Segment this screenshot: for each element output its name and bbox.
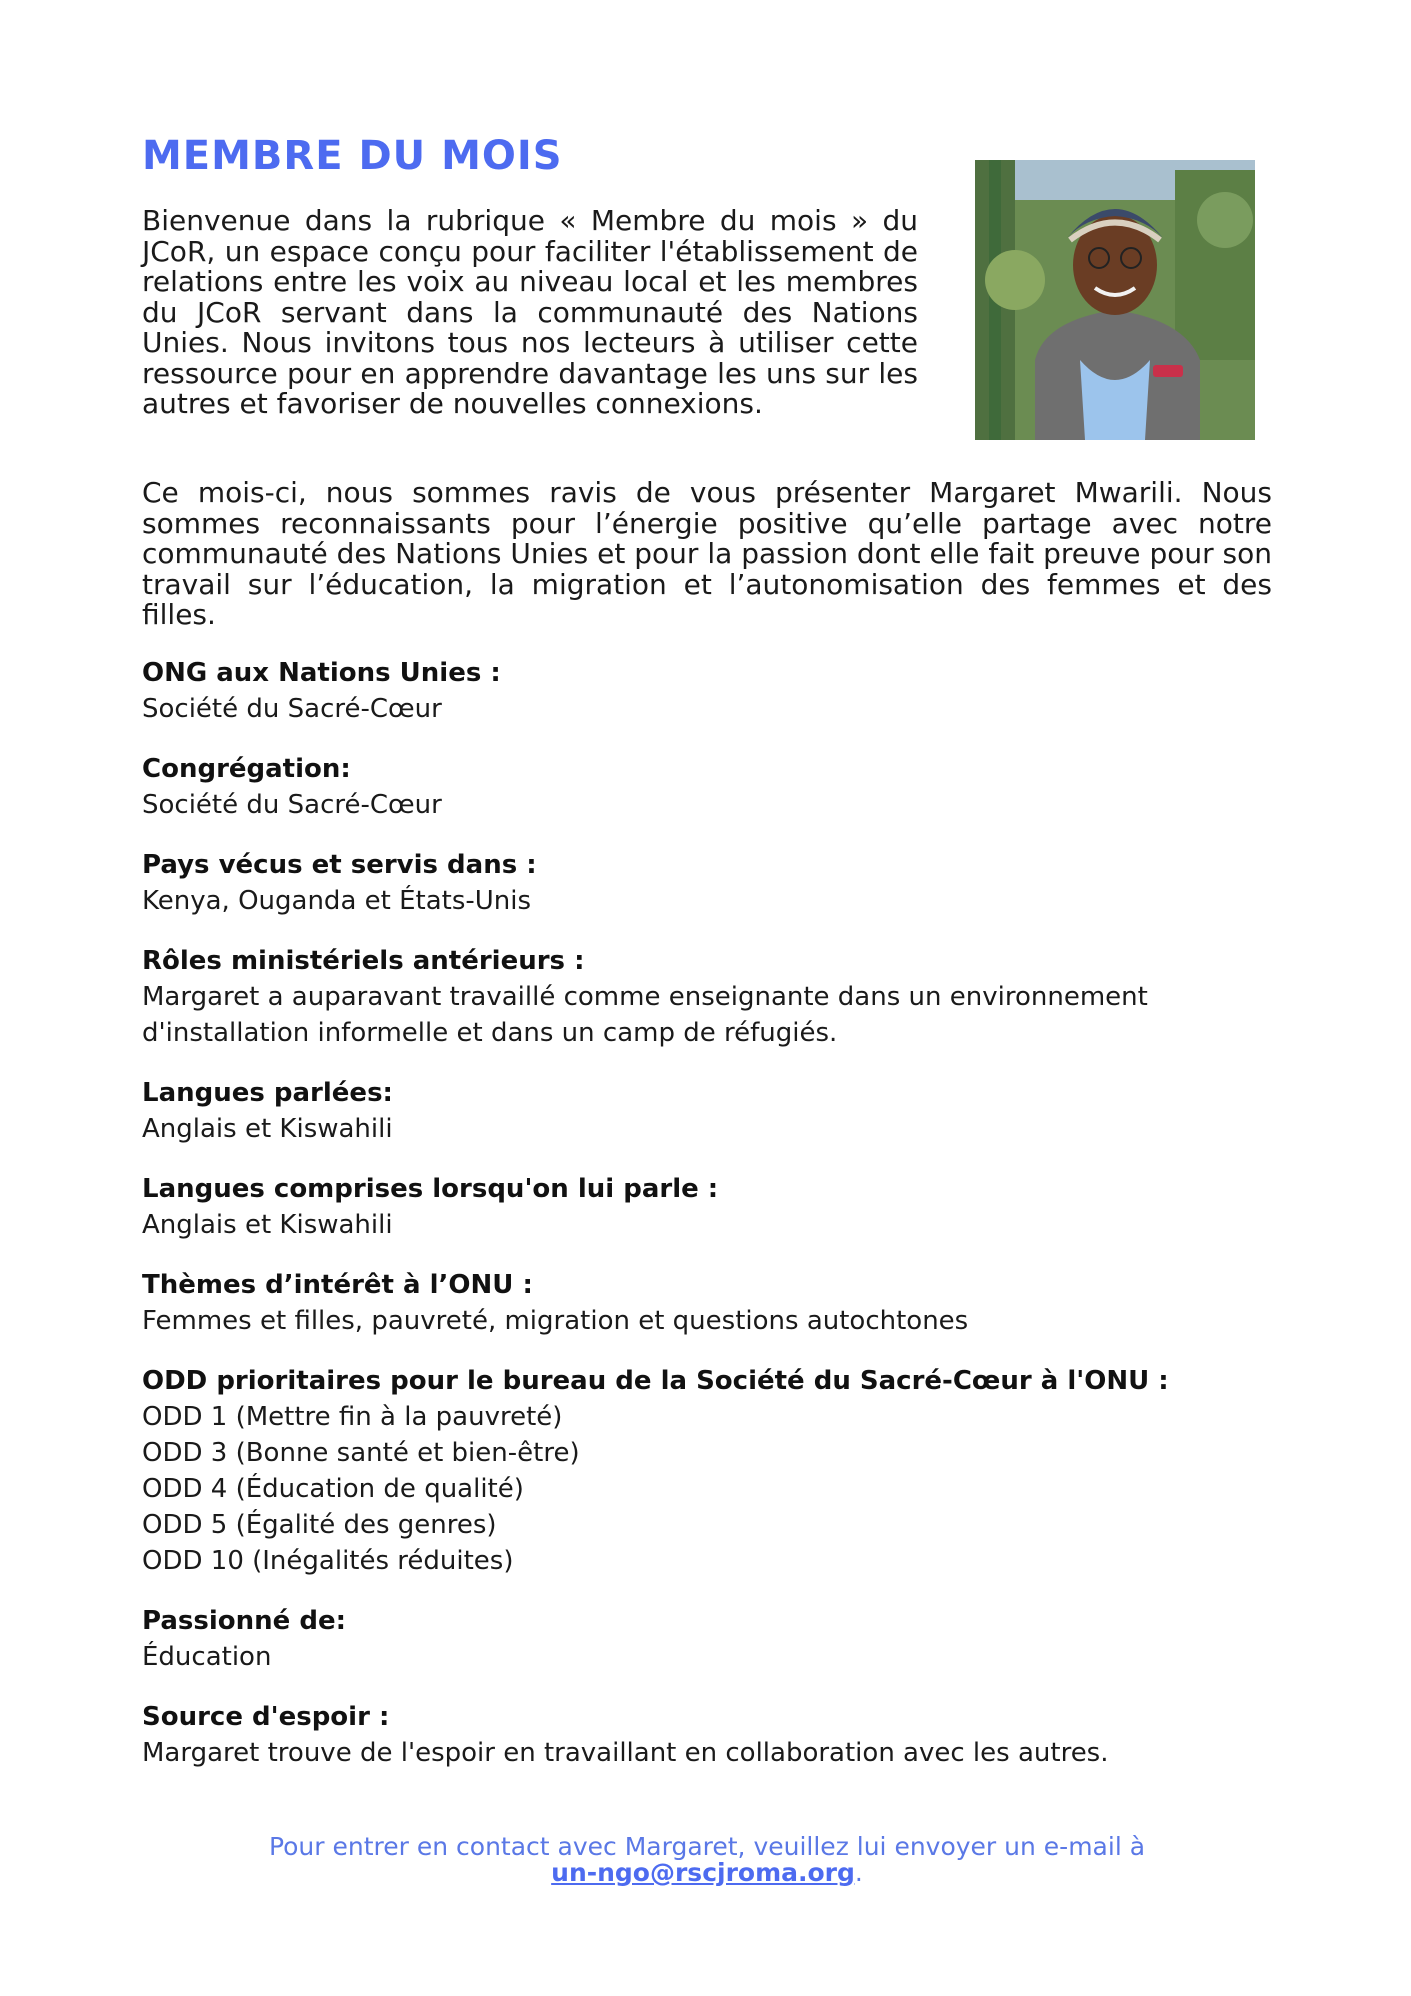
sdg-item: ODD 10 (Inégalités réduites) xyxy=(142,1546,514,1576)
field-label: Langues comprises lorsqu'on lui parle : xyxy=(142,1174,719,1204)
field-languages-spoken xyxy=(142,1075,1272,1147)
sdg-item: ODD 3 (Bonne santé et bien-être) xyxy=(142,1438,580,1468)
field-previous-roles xyxy=(142,943,1272,1051)
field-value: Société du Sacré-Cœur xyxy=(142,790,442,820)
field-value: Femmes et filles, pauvreté, migration et questions autochtones xyxy=(142,1306,969,1336)
field-label: Thèmes d’intérêt à l’ONU : xyxy=(142,1270,533,1300)
field-value: Anglais et Kiswahili xyxy=(142,1210,393,1240)
contact-email-line xyxy=(142,1860,1272,1886)
field-sdg-priorities xyxy=(142,1363,1272,1579)
field-value: Société du Sacré-Cœur xyxy=(142,694,442,724)
sdg-item: ODD 4 (Éducation de qualité) xyxy=(142,1474,524,1504)
field-label: ODD prioritaires pour le bureau de la Société du Sacré-Cœur à l'ONU : xyxy=(142,1366,1169,1396)
sdg-item: ODD 1 (Mettre fin à la pauvreté) xyxy=(142,1402,563,1432)
contact-text: Pour entrer en contact avec Margaret, veuillez lui envoyer un e-mail à xyxy=(268,1832,1146,1861)
field-value: Kenya, Ouganda et États-Unis xyxy=(142,886,532,916)
field-label: ONG aux Nations Unies : xyxy=(142,658,501,688)
field-label: Langues parlées: xyxy=(142,1078,393,1108)
field-value: Anglais et Kiswahili xyxy=(142,1114,393,1144)
field-label: Congrégation: xyxy=(142,754,351,784)
field-value: d'installation informelle et dans un camp de réfugiés. xyxy=(142,1018,838,1048)
field-un-themes xyxy=(142,1267,1272,1339)
member-fields xyxy=(142,655,1272,1795)
sdg-item: ODD 5 (Égalité des genres) xyxy=(142,1510,497,1540)
contact-email-link[interactable]: un-ngo@rscjroma.org xyxy=(551,1858,855,1887)
field-label: Rôles ministériels antérieurs : xyxy=(142,946,585,976)
field-value: Éducation xyxy=(142,1642,272,1672)
field-value: Margaret a auparavant travaillé comme enseignante dans un environnement xyxy=(142,982,1148,1012)
field-passion xyxy=(142,1603,1272,1675)
field-congregation xyxy=(142,751,1272,823)
member-photo xyxy=(975,160,1255,440)
field-ngo xyxy=(142,655,1272,727)
field-source-of-hope xyxy=(142,1699,1272,1771)
intro-paragraph-2: Ce mois-ci, nous sommes ravis de vous présenter Margaret Mwarili. Nous sommes reconnaissants pour l’énergie positive qu’elle partage avec notre communauté des Nations Unies et pour la passion dont elle fait preuve pour son travail sur l’éducation, la migration et l’autonomisation des femmes et des filles. xyxy=(142,476,1272,631)
page-title: MEMBRE DU MOIS xyxy=(142,133,563,179)
intro-paragraph: Bienvenue dans la rubrique « Membre du mois » du JCoR, un espace conçu pour faciliter l'établissement de relations entre les voix au niveau local et les membres du JCoR servant dans la communauté des Nations Unies. Nous invitons tous nos lecteurs à utiliser cette ressource pour en apprendre davantage les uns sur les autres et favoriser de nouvelles connexions. xyxy=(142,204,918,420)
field-countries xyxy=(142,847,1272,919)
field-label: Passionné de: xyxy=(142,1606,346,1636)
field-languages-understood xyxy=(142,1171,1272,1243)
contact-email-end: . xyxy=(854,1858,863,1887)
field-label: Source d'espoir : xyxy=(142,1702,390,1732)
field-label: Pays vécus et servis dans : xyxy=(142,850,537,880)
contact-footer xyxy=(142,1834,1272,1886)
field-value: Margaret trouve de l'espoir en travaillant en collaboration avec les autres. xyxy=(142,1738,1109,1768)
